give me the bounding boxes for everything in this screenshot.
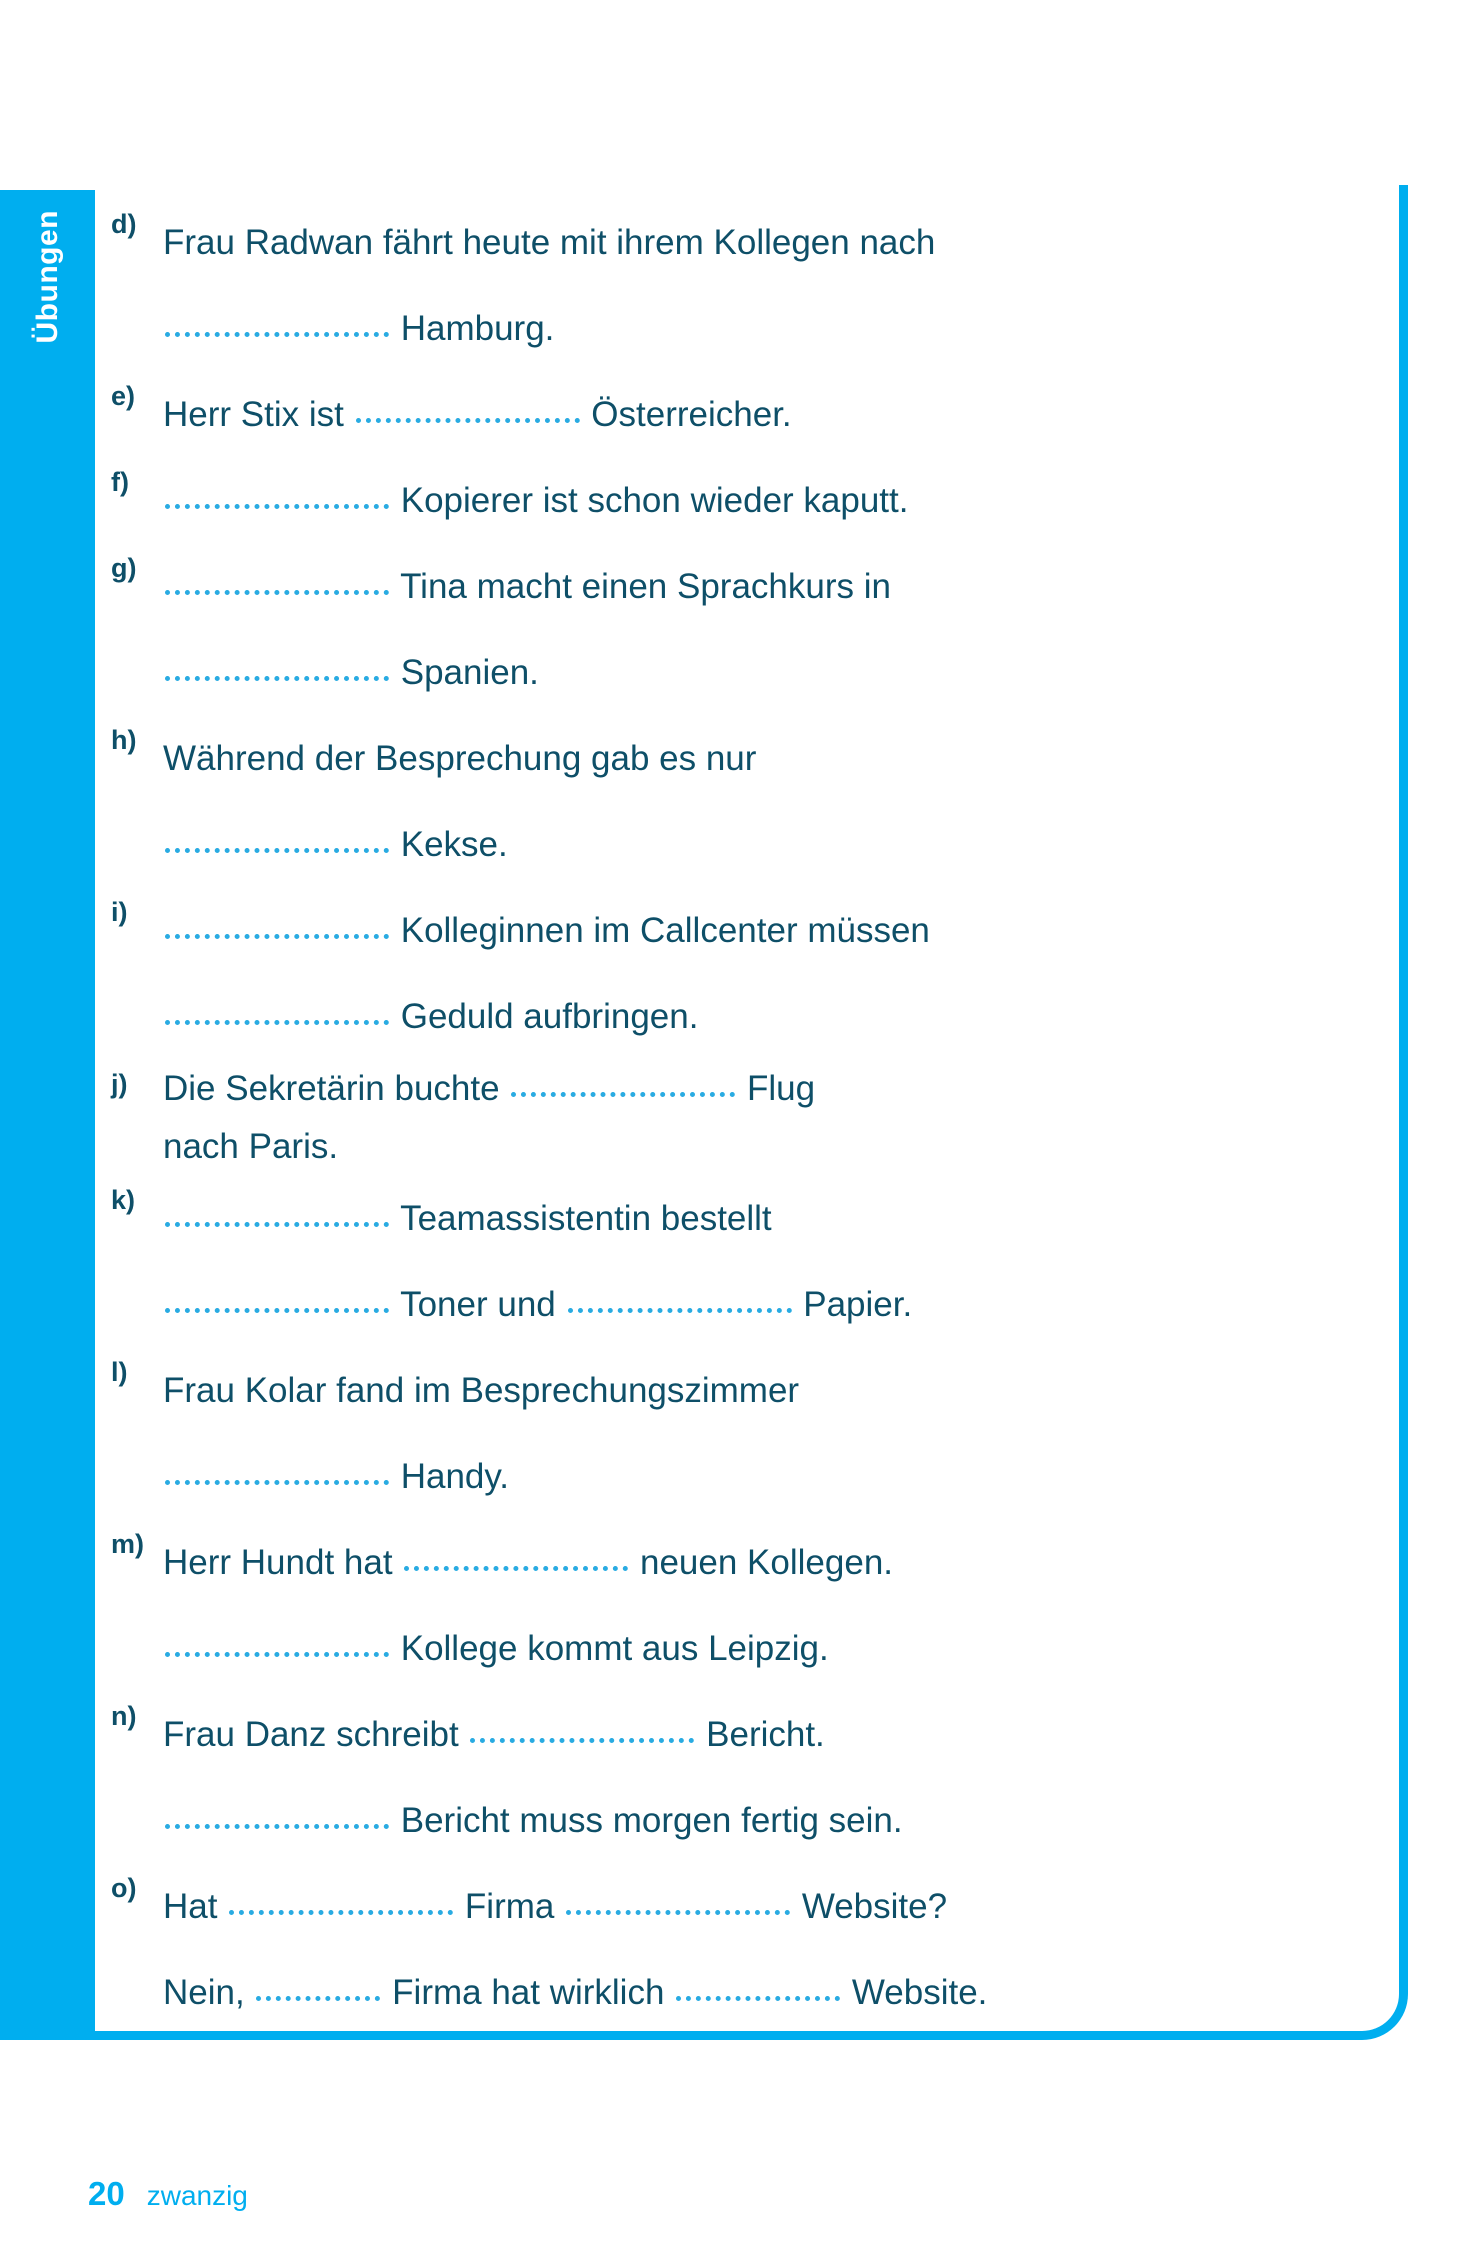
- exercise-marker: e): [111, 381, 136, 411]
- exercise-line: [163, 888, 1385, 974]
- exercise-text: Bericht.: [696, 1715, 825, 1754]
- exercise-marker: i): [111, 897, 128, 927]
- exercise-line: [163, 630, 1385, 716]
- exercise-line: [163, 544, 1385, 630]
- exercise-text: Österreicher.: [581, 395, 792, 434]
- exercise-item: [95, 1348, 1385, 1520]
- exercise-item: [95, 1520, 1385, 1692]
- fill-in-blank[interactable]: [163, 1453, 391, 1488]
- exercise-text: Website?: [792, 1887, 948, 1926]
- exercise-body: [163, 1176, 1385, 1348]
- page-number: 20: [88, 2175, 125, 2212]
- exercise-line: [163, 974, 1385, 1060]
- fill-in-blank[interactable]: [354, 391, 582, 426]
- exercise-text: Geduld aufbringen.: [391, 997, 699, 1036]
- exercise-item: [95, 888, 1385, 1060]
- exercise-line: [163, 716, 1385, 802]
- exercise-item: [95, 1060, 1385, 1176]
- fill-in-blank[interactable]: [254, 1969, 382, 2004]
- section-tab-label: Übungen: [30, 210, 64, 344]
- fill-in-blank[interactable]: [163, 305, 391, 340]
- exercise-text: Kollege kommt aus Leipzig.: [391, 1629, 829, 1668]
- exercise-body: [163, 200, 1385, 372]
- exercise-line: [163, 1520, 1385, 1606]
- exercise-body: [163, 1864, 1385, 2036]
- fill-in-blank[interactable]: [566, 1281, 794, 1316]
- exercise-marker: j): [111, 1069, 128, 1099]
- exercise-line: [163, 1348, 1385, 1434]
- exercise-marker: m): [111, 1529, 144, 1559]
- fill-in-blank[interactable]: [468, 1711, 696, 1746]
- exercise-body: [163, 1348, 1385, 1520]
- exercise-text: Flug: [737, 1069, 816, 1108]
- page-number-word: zwanzig: [146, 2180, 248, 2211]
- exercise-item: [95, 544, 1385, 716]
- fill-in-blank[interactable]: [163, 1625, 391, 1660]
- exercise-text: Frau Radwan fährt heute mit ihrem Kollegen nach: [163, 223, 936, 262]
- exercise-line: [163, 1778, 1385, 1864]
- exercise-body: [163, 1060, 1385, 1176]
- exercise-text: Kekse.: [391, 825, 508, 864]
- fill-in-blank[interactable]: [163, 993, 391, 1028]
- exercise-line: [163, 802, 1385, 888]
- exercise-text: Teamassistentin bestellt: [391, 1199, 772, 1238]
- exercise-text: Firma hat wirklich: [382, 1973, 675, 2012]
- exercise-body: [163, 1520, 1385, 1692]
- exercise-body: [163, 716, 1385, 888]
- exercise-item: [95, 716, 1385, 888]
- exercise-item: [95, 200, 1385, 372]
- exercise-body: [163, 544, 1385, 716]
- exercise-line: [163, 372, 1385, 458]
- fill-in-blank[interactable]: [163, 649, 391, 684]
- exercise-text: Kopierer ist schon wieder kaputt.: [391, 481, 909, 520]
- exercise-item: [95, 372, 1385, 458]
- exercise-text: Nein,: [163, 1973, 255, 2012]
- exercise-marker: g): [111, 553, 137, 583]
- exercise-text: Toner und: [391, 1285, 566, 1324]
- exercise-body: [163, 372, 1385, 458]
- exercise-line: [163, 1262, 1385, 1348]
- exercise-list: [95, 200, 1385, 2036]
- exercise-marker: h): [111, 725, 137, 755]
- exercise-line: [163, 1606, 1385, 1692]
- fill-in-blank[interactable]: [163, 821, 391, 856]
- exercise-body: [163, 888, 1385, 1060]
- exercise-text: Frau Kolar fand im Besprechungszimmer: [163, 1371, 800, 1410]
- fill-in-blank[interactable]: [163, 477, 391, 512]
- exercise-text: Hamburg.: [391, 309, 555, 348]
- exercise-line: [163, 1950, 1385, 2036]
- exercise-marker: o): [111, 1873, 137, 1903]
- exercise-text: Kolleginnen im Callcenter müssen: [391, 911, 930, 950]
- fill-in-blank[interactable]: [509, 1065, 737, 1100]
- exercise-text: Website.: [842, 1973, 988, 2012]
- fill-in-blank[interactable]: [163, 1797, 391, 1832]
- exercise-line: [163, 200, 1385, 286]
- fill-in-blank[interactable]: [402, 1539, 630, 1574]
- exercise-line: [163, 1176, 1385, 1262]
- fill-in-blank[interactable]: [564, 1883, 792, 1918]
- exercise-line: [163, 1118, 1385, 1176]
- exercise-text: Frau Danz schreibt: [163, 1715, 469, 1754]
- exercise-item: [95, 458, 1385, 544]
- fill-in-blank[interactable]: [163, 907, 391, 942]
- exercise-text: Tina macht einen Sprachkurs in: [391, 567, 891, 606]
- exercise-marker: k): [111, 1185, 136, 1215]
- exercise-text: Herr Stix ist: [163, 395, 354, 434]
- exercise-line: [163, 286, 1385, 372]
- exercise-line: [163, 1692, 1385, 1778]
- exercise-text: Die Sekretärin buchte: [163, 1069, 510, 1108]
- exercise-line: [163, 1864, 1385, 1950]
- exercise-line: [163, 458, 1385, 544]
- fill-in-blank[interactable]: [227, 1883, 455, 1918]
- exercise-item: [95, 1864, 1385, 2036]
- exercise-text: Hat: [163, 1887, 228, 1926]
- exercise-text: nach Paris.: [163, 1127, 339, 1166]
- exercise-body: [163, 458, 1385, 544]
- fill-in-blank[interactable]: [163, 1195, 391, 1230]
- exercise-text: Spanien.: [391, 653, 539, 692]
- exercise-line: [163, 1434, 1385, 1520]
- exercise-text: Während der Besprechung gab es nur: [163, 739, 757, 778]
- exercise-text: Handy.: [391, 1457, 510, 1496]
- exercise-marker: n): [111, 1701, 137, 1731]
- exercise-line: [163, 1060, 1385, 1118]
- exercise-item: [95, 1692, 1385, 1864]
- fill-in-blank[interactable]: [674, 1969, 842, 2004]
- exercise-marker: d): [111, 209, 137, 239]
- fill-in-blank[interactable]: [163, 563, 391, 598]
- exercise-text: Firma: [455, 1887, 565, 1926]
- exercise-body: [163, 1692, 1385, 1864]
- exercise-text: Herr Hundt hat: [163, 1543, 403, 1582]
- page-footer: [88, 2175, 248, 2213]
- fill-in-blank[interactable]: [163, 1281, 391, 1316]
- exercise-text: Papier.: [793, 1285, 913, 1324]
- exercise-marker: f): [111, 467, 129, 497]
- exercise-marker: l): [111, 1357, 128, 1387]
- exercise-text: neuen Kollegen.: [630, 1543, 894, 1582]
- section-tab-uebungen: [0, 190, 95, 2040]
- exercise-text: Bericht muss morgen fertig sein.: [391, 1801, 903, 1840]
- exercise-item: [95, 1176, 1385, 1348]
